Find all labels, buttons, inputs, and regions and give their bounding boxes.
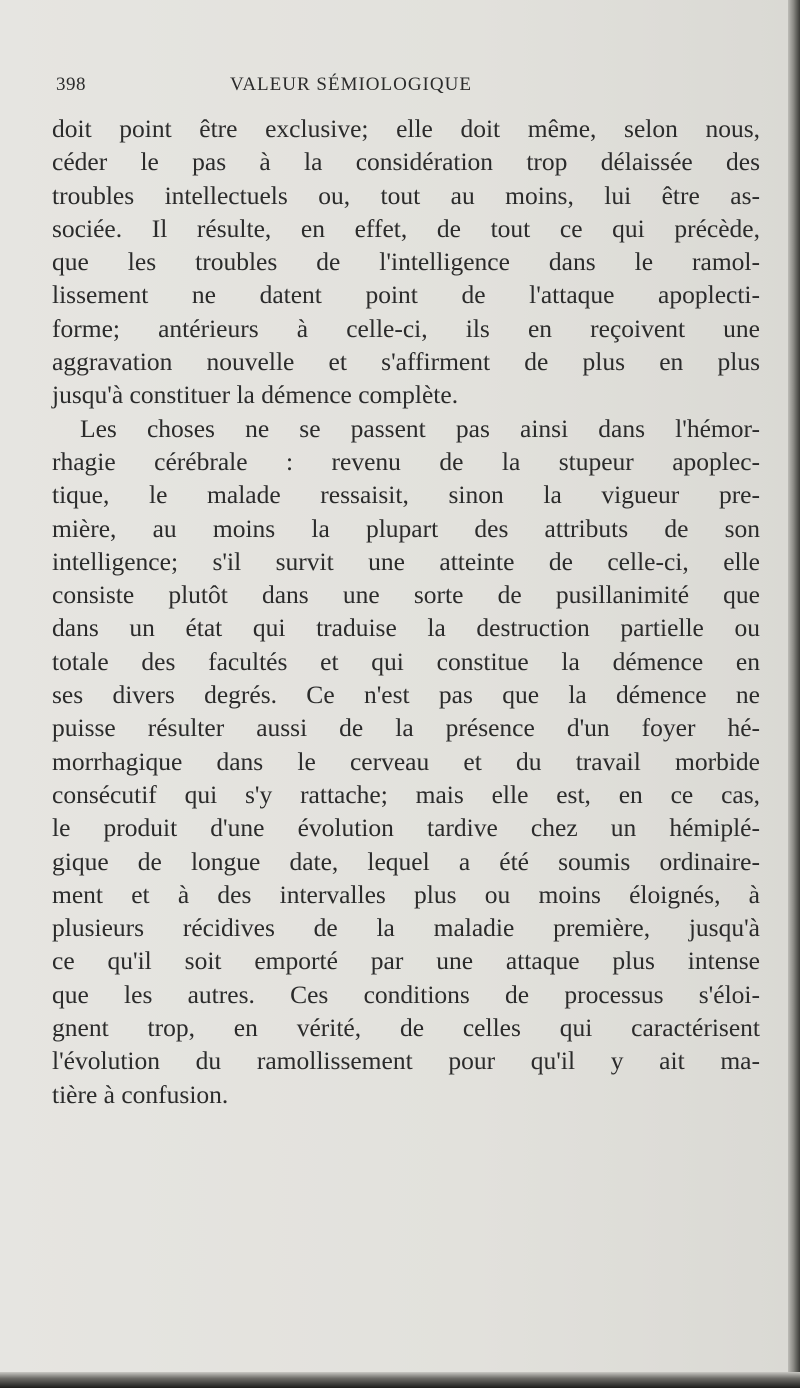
text-line: gique de longue date, lequel a été soumis ordinaire- [52, 846, 760, 876]
text-line: jusqu'à constituer la démence complète. [52, 380, 459, 410]
text-line: l'évolution du ramollissement pour qu'il y ait ma- [52, 1046, 760, 1076]
text-line: plusieurs récidives de la maladie première, jusqu'à [52, 913, 760, 943]
text-line: tière à confusion. [52, 1079, 229, 1109]
text-line: Les choses ne se passent pas ainsi dans l'hémor- [80, 413, 760, 443]
text-line: doit point être exclusive; elle doit même, selon nous, [52, 114, 760, 143]
text-line: puisse résulter aussi de la présence d'un foyer hé- [52, 713, 760, 743]
page-edge-right [788, 0, 800, 1388]
text-line: ment et à des intervalles plus ou moins éloignés, à [52, 879, 760, 909]
text-line: ce qu'il soit emporté par une attaque plus intense [52, 946, 760, 976]
text-line: dans un état qui traduise la destruction partielle ou [52, 613, 760, 643]
text-line: que les troubles de l'intelligence dans le ramol- [52, 247, 760, 277]
text-line: consiste plutôt dans une sorte de pusillanimité que [52, 580, 760, 610]
page-number: 398 [56, 74, 86, 95]
running-title: VALEUR SÉMIOLOGIQUE [230, 74, 472, 95]
text-line: troubles intellectuels ou, tout au moins, lui être as- [52, 180, 760, 210]
text-line: lissement ne datent point de l'attaque apoplecti- [52, 280, 760, 310]
text-line: le produit d'une évolution tardive chez un hémiplé- [52, 813, 760, 843]
text-line: tique, le malade ressaisit, sinon la vigueur pre- [52, 480, 760, 510]
page-edge-bottom [0, 1372, 800, 1388]
text-line: forme; antérieurs à celle-ci, ils en reçoivent une [52, 313, 760, 343]
text-line: aggravation nouvelle et s'affirment de plus en plus [52, 347, 760, 377]
body-text [52, 112, 760, 1111]
page-header [56, 74, 756, 98]
text-line: sociée. Il résulte, en effet, de tout ce qui précède, [52, 213, 760, 243]
text-line: que les autres. Ces conditions de processus s'éloi- [52, 979, 760, 1009]
text-line: totale des facultés et qui constitue la démence en [52, 646, 760, 676]
text-line: morrhagique dans le cerveau et du travail morbide [52, 746, 760, 776]
text-line: rhagie cérébrale : revenu de la stupeur apoplec- [52, 446, 760, 476]
text-line: intelligence; s'il survit une atteinte de celle-ci, elle [52, 546, 760, 576]
text-line: consécutif qui s'y rattache; mais elle est, en ce cas, [52, 779, 760, 809]
text-line: gnent trop, en vérité, de celles qui caractérisent [52, 1013, 760, 1043]
text-line: céder le pas à la considération trop délaissée des [52, 147, 760, 177]
text-line: mière, au moins la plupart des attributs de son [52, 513, 760, 543]
text-line: ses divers degrés. Ce n'est pas que la démence ne [52, 680, 760, 710]
